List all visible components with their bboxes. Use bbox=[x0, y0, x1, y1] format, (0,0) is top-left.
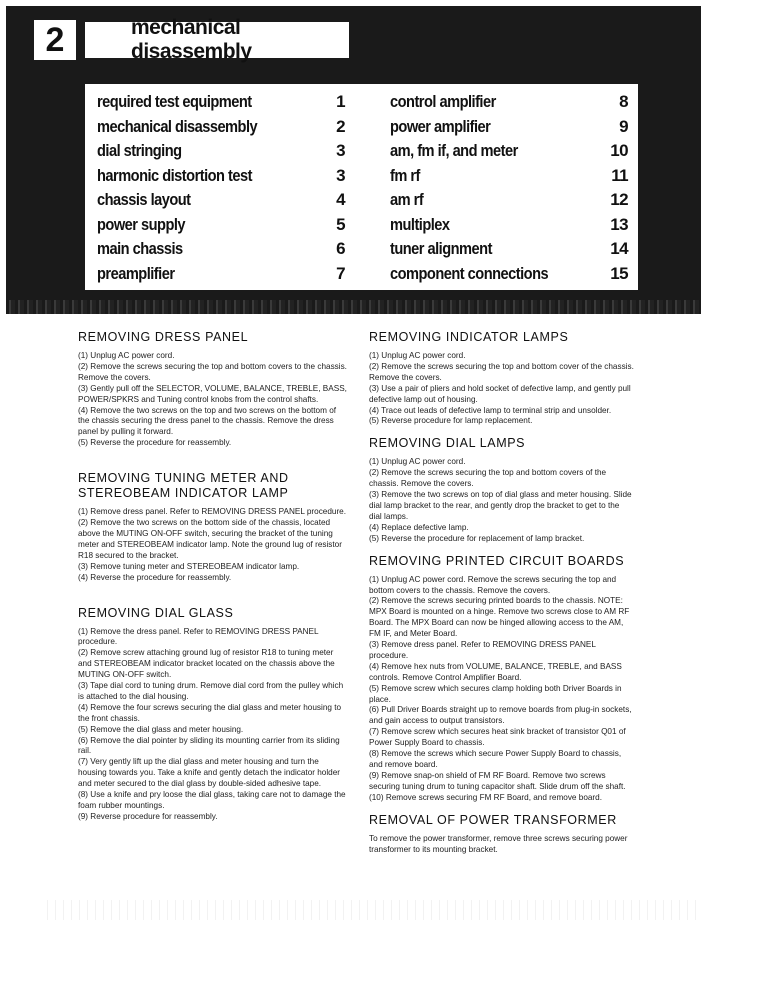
step: (5) Reverse procedure for lamp replacement. bbox=[369, 416, 533, 426]
section-removing-indicator-lamps bbox=[369, 330, 634, 427]
toc-item bbox=[390, 164, 628, 189]
step: (3) Remove tuning meter and STEREOBEAM indicator lamp. bbox=[78, 561, 300, 571]
step: (5) Reverse the procedure for reassembly. bbox=[78, 438, 232, 448]
toc-item bbox=[390, 237, 628, 262]
step: (1) Remove the dress panel. Refer to REMOVING DRESS PANEL procedure. bbox=[78, 626, 319, 647]
step: (1) Remove dress panel. Refer to REMOVING DRESS PANEL procedure. bbox=[78, 507, 347, 517]
toc-item-page: 3 bbox=[336, 165, 345, 185]
section-heading: REMOVING DRESS PANEL bbox=[78, 330, 249, 344]
toc-item-page: 1 bbox=[336, 92, 345, 112]
section-removing-dress-panel bbox=[78, 330, 348, 449]
toc-item-page: 12 bbox=[610, 190, 628, 210]
toc-item bbox=[390, 139, 628, 164]
toc-item-page: 7 bbox=[336, 263, 345, 283]
toc-item-label: power amplifier bbox=[390, 116, 491, 136]
step: (3) Remove the two screws on top of dial glass and meter housing. Slide dial lamp bracket to the rear, and gently drop the bracket to get to the dial lamps. bbox=[369, 490, 632, 521]
section-heading: REMOVAL OF POWER TRANSFORMER bbox=[369, 812, 617, 827]
step: (4) Remove the two screws on the top and two screws on the bottom of the chassis securing the dress panel to the chassis. Remove the dress panel by pulling it forward. bbox=[78, 405, 337, 437]
step: (1) Unplug AC power cord. Remove the screws securing the top and bottom covers to the chassis. Remove the covers. bbox=[369, 574, 617, 595]
toc-item bbox=[97, 213, 345, 238]
toc-item-page: 4 bbox=[336, 190, 345, 210]
right-column bbox=[369, 330, 634, 855]
step: (4) Reverse the procedure for reassembly. bbox=[78, 572, 232, 582]
toc-item-page: 3 bbox=[336, 141, 345, 161]
step: (2) Remove the screws securing the top and bottom covers to the chassis. Remove the covers. bbox=[78, 361, 347, 382]
step: (2) Remove screw attaching ground lug of resistor R18 to tuning meter and STEREOBEAM indicator bracket located on the chassis above the MUTING ON-OFF switch. bbox=[78, 648, 335, 680]
toc-item-page: 13 bbox=[610, 214, 628, 234]
section-number: 2 bbox=[34, 20, 76, 60]
toc-item-label: am, fm if, and meter bbox=[390, 141, 518, 161]
toc-item bbox=[390, 115, 628, 140]
step: (9) Reverse procedure for reassembly. bbox=[78, 811, 218, 821]
toc-item-label: fm rf bbox=[390, 165, 420, 185]
toc-item bbox=[97, 188, 345, 213]
toc-item bbox=[97, 139, 345, 164]
toc-item bbox=[390, 90, 628, 115]
step: (4) Replace defective lamp. bbox=[369, 522, 469, 532]
step: (8) Use a knife and pry loose the dial glass, taking care not to damage the foam rubber mountings. bbox=[78, 790, 346, 810]
scan-noise bbox=[40, 900, 700, 920]
toc-item-label: tuner alignment bbox=[390, 239, 492, 259]
step: (1) Unplug AC power cord. bbox=[369, 351, 466, 360]
step: (10) Remove screws securing FM RF Board, and remove board. bbox=[369, 792, 602, 802]
step: (4) Remove hex nuts from VOLUME, BALANCE, TREBLE, and BASS controls. Remove Control Amplifier Board. bbox=[369, 661, 622, 682]
toc-item-page: 10 bbox=[610, 141, 628, 161]
step: (1) Unplug AC power cord. bbox=[78, 351, 175, 360]
section-heading: REMOVING PRINTED CIRCUIT BOARDS bbox=[369, 553, 625, 568]
step: (3) Remove dress panel. Refer to REMOVING DRESS PANEL procedure. bbox=[369, 640, 596, 660]
section-removing-printed-circuit-boards bbox=[369, 554, 634, 804]
toc-item-page: 2 bbox=[336, 116, 345, 136]
step: (4) Remove the four screws securing the dial glass and meter housing to the front chassis. bbox=[78, 702, 342, 723]
left-column bbox=[78, 330, 348, 823]
toc-item-page: 15 bbox=[610, 263, 628, 283]
step: (3) Gently pull off the SELECTOR, VOLUME, BALANCE, TREBLE, BASS, POWER/SPKRS and Tuning control knobs from the control shafts. bbox=[78, 383, 347, 404]
step: (3) Tape dial cord to tuning drum. Remove dial cord from the pulley which is attached to the dial housing. bbox=[78, 681, 344, 701]
toc-item bbox=[97, 164, 345, 189]
step: (2) Remove the screws securing the top and bottom cover of the chassis. Remove the covers. bbox=[369, 361, 634, 382]
step: (5) Remove the dial glass and meter housing. bbox=[78, 724, 244, 734]
section-heading: REMOVING DIAL GLASS bbox=[78, 605, 234, 620]
section-removal-of-power-transformer bbox=[369, 813, 634, 856]
toc-item-label: preamplifier bbox=[97, 263, 175, 283]
header-band bbox=[6, 6, 701, 314]
toc-item-label: main chassis bbox=[97, 239, 183, 259]
toc-item bbox=[390, 213, 628, 238]
toc-item bbox=[97, 262, 345, 287]
step: (3) Use a pair of pliers and hold socket of defective lamp, and gently pull defective lamp out of housing. bbox=[369, 383, 631, 404]
step: (8) Remove the screws which secure Power Supply Board to chassis, and remove board. bbox=[369, 749, 622, 769]
section-heading: REMOVING INDICATOR LAMPS bbox=[369, 330, 569, 344]
step: (2) Remove the two screws on the bottom side of the chassis, located above the MUTING ON-OFF switch, securing the bracket of the tuning meter and STEREOBEAM indicator lamp. Note the ground lug of resistor R18 secured to the bracket. bbox=[78, 518, 342, 560]
step: (7) Very gently lift up the dial glass and meter housing and turn the housing towards you. Take a knife and gently detach the indicator holder and meter secured to the dial glass by double-sided adhesive tape. bbox=[78, 757, 341, 789]
section-removing-tuning-meter bbox=[78, 471, 348, 583]
step: (2) Remove the screws securing the top and bottom covers of the chassis. Remove the covers. bbox=[369, 468, 607, 489]
section-removing-dial-lamps bbox=[369, 436, 634, 544]
toc-item bbox=[97, 90, 345, 115]
toc-right-column bbox=[390, 90, 628, 286]
toc-item-label: dial stringing bbox=[97, 141, 182, 161]
band-edge-texture bbox=[6, 300, 701, 314]
section-removing-dial-glass bbox=[78, 606, 348, 823]
step: (6) Remove the dial pointer by sliding its mounting carrier from its sliding rail. bbox=[78, 735, 340, 756]
toc-item-label: required test equipment bbox=[97, 92, 252, 112]
section-title: mechanical disassembly bbox=[85, 22, 349, 58]
toc-item-label: harmonic distortion test bbox=[97, 165, 252, 185]
step: (9) Remove snap-on shield of FM RF Board. Remove two screws securing tuning drum to tuning capacitor shaft. Slide drum off the shaft. bbox=[369, 770, 626, 791]
step: (5) Reverse the procedure for replacement of lamp bracket. bbox=[369, 533, 585, 543]
step: (4) Trace out leads of defective lamp to terminal strip and unsolder. bbox=[369, 405, 612, 415]
step: (7) Remove screw which secures heat sink bracket of transistor Q01 of Power Supply Board to chassis. bbox=[369, 727, 626, 748]
toc-left-column bbox=[97, 90, 345, 286]
toc-item bbox=[390, 188, 628, 213]
section-heading: REMOVING TUNING METER AND STEREOBEAM INDICATOR LAMP bbox=[78, 471, 289, 501]
toc-item-label: component connections bbox=[390, 263, 549, 283]
toc-item bbox=[390, 262, 628, 287]
toc-item bbox=[97, 115, 345, 140]
toc-item-label: multiplex bbox=[390, 214, 450, 234]
step: (1) Unplug AC power cord. bbox=[369, 457, 466, 467]
toc-item-page: 5 bbox=[336, 214, 345, 234]
toc-item-page: 11 bbox=[611, 165, 628, 185]
table-of-contents bbox=[85, 84, 638, 290]
step: (2) Remove the screws securing printed boards to the chassis. NOTE: MPX Board is mounted on a hinge. Remove two screws close to AM RF Board. The MPX Board can now be hinged allowing access to the AM, FM IF, and Meter Board. bbox=[369, 596, 630, 639]
toc-item-label: control amplifier bbox=[390, 92, 496, 112]
toc-item-page: 14 bbox=[610, 239, 628, 259]
toc-item-label: chassis layout bbox=[97, 190, 191, 210]
toc-item-page: 6 bbox=[336, 239, 345, 259]
toc-item bbox=[97, 237, 345, 262]
step: (6) Pull Driver Boards straight up to remove boards from plug-in sockets, and gain access to output transistors. bbox=[369, 705, 632, 726]
toc-item-label: mechanical disassembly bbox=[97, 116, 258, 136]
step: (5) Remove screw which secures clamp holding both Driver Boards in place. bbox=[369, 683, 622, 704]
section-heading: REMOVING DIAL LAMPS bbox=[369, 436, 526, 451]
toc-item-label: am rf bbox=[390, 190, 424, 210]
toc-item-page: 9 bbox=[619, 116, 628, 136]
step: To remove the power transformer, remove three screws securing power transformer to its mounting bracket. bbox=[369, 833, 628, 854]
toc-item-page: 8 bbox=[619, 92, 628, 112]
toc-item-label: power supply bbox=[97, 214, 186, 234]
